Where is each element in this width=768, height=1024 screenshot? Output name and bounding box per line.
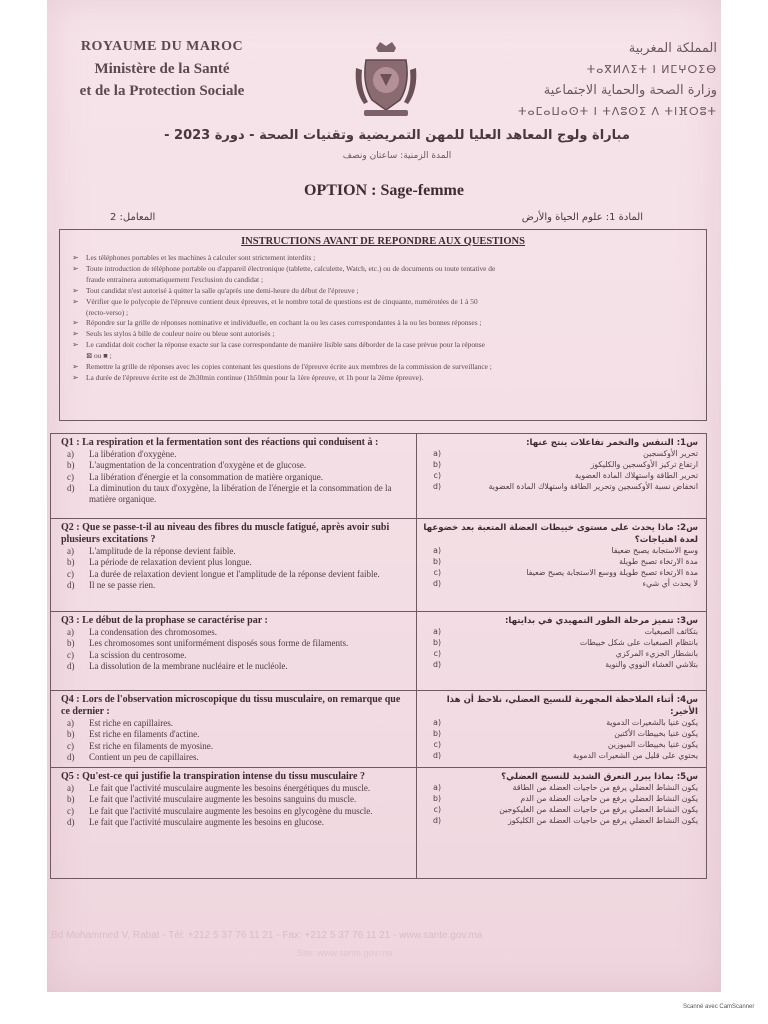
arrow-bullet-icon: ➢ [72,362,79,372]
question-text-ar: س3: تتميز مرحلة الطور التمهيدي في بدايتها: [504,616,698,626]
question-text-ar: س5: بماذا يبرر التعرق الشديد للنسيج العضلي؟ [501,772,698,782]
exam-duration: المدة الزمنية: ساعتان ونصف [342,151,452,161]
question-text: Q4 : Lors de l'observation microscopique du tissu musculaire, on remarque que ce dernier : [61,694,401,717]
answer-option-ar: يكون النشاط العضلي يرفع من حاجيات العضلة من الكليكوز d) [433,815,698,825]
instruction-item: (recto-verso) ; [86,307,129,317]
answer-option: b) La période de relaxation devient plus longue. [67,557,252,568]
question-row-5 [51,768,706,878]
answer-option: c) Le fait que l'activité musculaire augmente les besoins en glycogène du muscle. [67,805,373,816]
answer-option: a) Le fait que l'activité musculaire augmente les besoins énergétiques du muscle. [67,783,371,793]
question-row-2 [51,519,706,612]
instruction-item: ➢ Répondre sur la grille de réponses nominative et individuelle, en cochant la ou les cases correspondantes à la ou les bonnes réponses ; [72,318,482,328]
question-ar [417,434,706,518]
answer-option-ar: يكون غنيا بالشعيرات الدموية a) [433,718,698,727]
instruction-item: ➢ Toute introduction de téléphone portable ou d'appareil électronique (tablette, calculette, Watch, etc.) ou de documents ou toute tentative de [72,263,496,273]
header-arabic [487,38,717,122]
arrow-bullet-icon: ➢ [72,340,79,350]
instructions-list [60,253,706,384]
instruction-item: ➢ La durée de l'épreuve écrite est de 2h30min continue (1h50min pour la 1ère épreuve, et 1h pour la 2ème épreuve). [72,372,424,382]
instruction-item: ➢ Remettre la grille de réponses avec les copies contenant les questions de l'épreuve écrite aux membres de la commission de surveillance ; [72,362,492,372]
instruction-item: ➢ Seuls les stylos à bille de couleur noire ou bleue sont autorisés ; [72,329,275,339]
header-kingdom-tifinagh: ⵜⴰⴳⵍⴷⵉⵜ ⵏ ⵍⵎⵖⵔⵉⴱ [586,63,717,76]
question-ar [417,612,706,690]
exam-title: مباراة ولوج المعاهد العليا للمهن التمريضية وتقنيات الصحة - دورة 2023 - [164,128,630,143]
exam-coefficient: المعامل: 2 [110,212,156,223]
answer-option-ar: يحتوي على قليل من الشعيرات الدموية d) [433,750,698,760]
question-fr [51,612,417,690]
answer-option: d) Le fait que l'activité musculaire augmente les besoins en glucose. [67,816,325,827]
instructions-title: INSTRUCTIONS AVANT DE REPONDRE AUX QUESTIONS [241,236,525,247]
header-protection: et de la Protection Sociale [79,83,245,99]
answer-option-ar: مدة الارتخاء تصبح طويلة ووسع الاستجابة يصبح ضعيفا c) [433,567,698,577]
answer-option: c) Est riche en filaments de myosine. [67,740,213,751]
question-fr [51,434,417,518]
header-ministry-ar: وزارة الصحة والحماية الاجتماعية [543,83,717,98]
arrow-bullet-icon: ➢ [72,372,79,382]
answer-option: a) L'amplitude de la réponse devient faible. [67,546,236,556]
answer-option-ar: يكون غنيا بخييطات الأكتين b) [433,728,698,738]
answer-option: c) La scission du centrosome. [67,649,187,660]
scanner-watermark: Scanné avec CamScanner [683,1004,755,1010]
exam-option: OPTION : Sage-femme [304,182,464,199]
arrow-bullet-icon: ➢ [72,318,79,328]
question-row-1 [51,434,706,519]
answer-option: b) Les chromosomes sont uniformément disposés sous forme de filaments. [67,638,349,649]
instruction-item: ➢ Le candidat doit cocher la réponse exacte sur la case correspondante de manière lisible sans déborder de la case prévue pour la réponse [72,340,485,350]
answer-option-ar: بتكاثف الصبغيات a) [433,627,698,636]
question-fr [51,691,417,767]
exam-subject: المادة 1: علوم الحياة والأرض [521,212,643,223]
question-text-ar: س1: التنفس والتخمر تفاعلات ينتج عنها: [526,438,698,448]
answer-option: d) La diminution du taux d'oxygène, la libération de l'énergie et la consommation de la matière organique. [67,482,392,505]
question-text-ar: س2: ماذا يحدث على مستوى خييطات العضلة المتعبة بعد خضوعها لعدة اهتياجات؟ [423,523,698,545]
answer-option-ar: بانتظام الصبغيات على شكل خييطات b) [433,637,698,647]
answer-option-ar: بانشطار الجزيء المركزي c) [433,648,698,658]
arrow-bullet-icon: ➢ [72,296,79,306]
question-ar [417,519,706,611]
answer-option: b) L'augmentation de la concentration d'oxygène et de glucose. [67,460,307,471]
header-ministry-tifinagh: ⵜⴰⵎⴰⵡⴰⵙⵜ ⵏ ⵜⴷⵓⵙⵉ ⴷ ⵜⵏⴼⵔⵓⵜ [518,105,717,118]
arrow-bullet-icon: ➢ [72,263,79,273]
header-kingdom-ar: المملكة المغربية [628,41,717,56]
answer-option-ar: تحرير الطاقة واستهلاك المادة العضوية c) [433,470,698,480]
question-fr [51,519,417,611]
answer-option-ar: انخفاض نسبة الأوكسجين وتحرير الطاقة واستهلاك المادة العضوية d) [433,481,698,491]
question-text-ar: س4: أثناء الملاحظة المجهرية للنسيج العضلي، نلاحظ أن هذا الأخير: [446,695,698,717]
question-text: Q3 : Le début de la prophase se caractérise par : [61,615,268,626]
answer-option-ar: وسع الاستجابة يصبح ضعيفا a) [433,546,698,555]
answer-option: c) La durée de relaxation devient longue et l'amplitude de la réponse devient faible. [67,568,380,579]
arrow-bullet-icon: ➢ [72,285,79,295]
question-text: Q5 : Qu'est-ce qui justifie la transpiration intense du tissu musculaire ? [61,771,365,782]
answer-option-ar: يكون النشاط العضلي يرفع من حاجيات العضلة من الدم b) [433,793,698,803]
answer-option: d) La dissolution de la membrane nucléaire et le nucléole. [67,660,288,671]
header-kingdom: ROYAUME DU MAROC [80,39,244,54]
answer-option: b) Le fait que l'activité musculaire augmente les besoins sanguins du muscle. [67,794,357,805]
answer-option: b) Est riche en filaments d'actine. [67,729,200,740]
header-ministry: Ministère de la Santé [94,61,230,77]
footer-address: Bd Mohammed V, Rabat - Tél: +212 5 37 76 11 21 - Fax: +212 5 37 76 11 21 - www.sante.gov.ma [51,930,483,941]
question-text: Q2 : Que se passe-t-il au niveau des fibres du muscle fatigué, après avoir subi plusieurs excitations ? [61,522,390,545]
answer-option: a) La condensation des chromosomes. [67,627,217,637]
arrow-bullet-icon: ➢ [72,253,79,262]
answer-option: c) La libération d'énergie et la consommation de matière organique. [67,471,323,482]
document-page [47,0,721,992]
arrow-bullet-icon: ➢ [72,329,79,339]
question-fr [51,768,417,878]
answer-option-ar: تحرير الأوكسجين a) [433,449,698,458]
answer-option: a) Est riche en capillaires. [67,718,173,728]
question-row-4 [51,691,706,768]
instruction-item: fraude entrainera automatiquement l'exclusion du candidat ; [86,274,263,284]
question-ar [417,691,706,767]
answer-option-ar: ارتفاع تركيز الأوكسجين والكليكوز b) [433,459,698,469]
answer-option-ar: بتلاشي الغشاء النووي والنوية d) [433,659,698,669]
question-text: Q1 : La respiration et la fermentation sont des réactions qui conduisent à : [61,437,379,448]
answer-option-ar: لا يحدث أي شيء d) [433,578,698,588]
answer-option-ar: يكون النشاط العضلي يرفع من حاجيات العضلة من الغليكوجين c) [433,804,698,814]
answer-option: d) Contient un peu de capillaires. [67,751,199,762]
instruction-item: ⊠ ou ■ ; [86,351,112,361]
instruction-item: ➢ Les téléphones portables et les machines à calculer sont strictement interdits ; [72,253,316,262]
questions-table [50,433,707,879]
coat-of-arms-icon [350,38,422,118]
answer-option-ar: مدة الارتخاء تصبح طويلة b) [433,556,698,566]
answer-option-ar: يكون غنيا بخييطات الميوزين c) [433,739,698,749]
instruction-item: ➢ Tout candidat n'est autorisé à quitter la salle qu'après une demi-heure du début de l'épreuve ; [72,285,359,295]
question-row-3 [51,612,706,691]
header-french [47,36,277,102]
answer-option: d) Il ne se passe rien. [67,579,156,590]
answer-option-ar: يكون النشاط العضلي يرفع من حاجيات العضلة من الطاقة a) [433,783,698,792]
instruction-item: ➢ Vérifier que le polycopie de l'épreuve contient deux épreuves, et le nombre total de questions est de cinquante, numérotées de 1 à 50 [72,296,478,306]
answer-option: a) La libération d'oxygène. [67,449,177,459]
question-ar [417,768,706,878]
footer-site: Site: www.sante.gov.ma [297,948,393,958]
instructions-box [59,229,707,421]
